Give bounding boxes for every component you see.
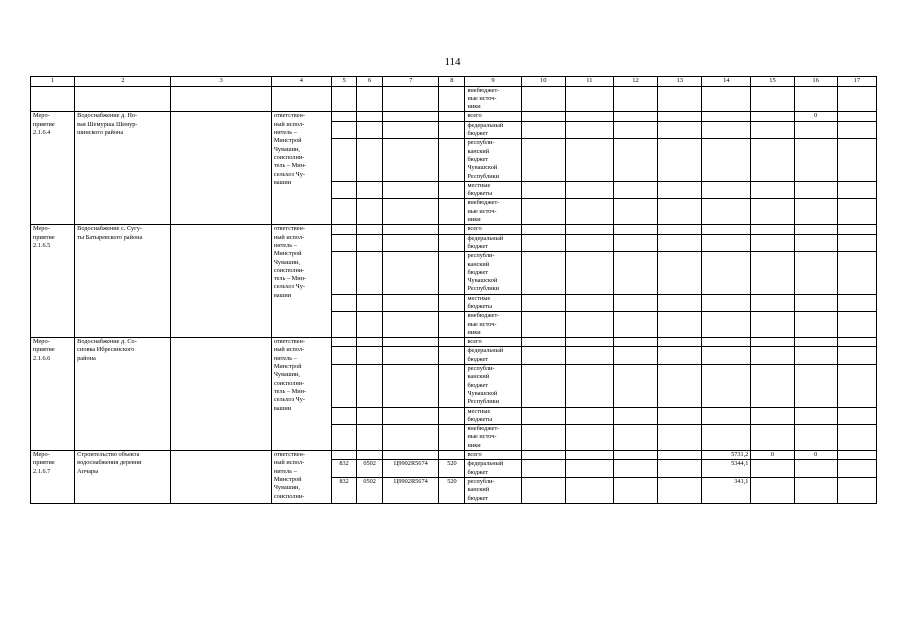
amount-cell	[613, 252, 657, 294]
amount-cell	[702, 181, 751, 199]
target-item-cell	[383, 121, 439, 139]
funding-source-cell: республи- канский бюджет Чувашской Республики	[465, 252, 521, 294]
column-header: 12	[613, 77, 657, 87]
section-code-cell	[357, 451, 383, 460]
amount-cell	[702, 112, 751, 121]
column-header: 11	[565, 77, 613, 87]
amount-cell	[565, 181, 613, 199]
column-header: 1	[31, 77, 75, 87]
amount-cell	[565, 312, 613, 338]
section-code-cell	[357, 139, 383, 181]
target-item-cell	[383, 365, 439, 407]
amount-cell	[702, 347, 751, 365]
section-code-cell	[357, 121, 383, 139]
column-header: 3	[171, 77, 271, 87]
column-header: 15	[751, 77, 794, 87]
amount-cell	[794, 181, 837, 199]
responsible-cell: ответствен- ный испол- нитель – Минстрой Чувашии, соисполни-	[271, 451, 331, 504]
column-header: 5	[332, 77, 357, 87]
expense-type-cell	[439, 294, 465, 312]
amount-cell	[837, 312, 876, 338]
amount-cell	[565, 338, 613, 347]
responsible-cell: ответствен- ный испол- нитель – Минстрой Чувашии, соисполни- тель – Мин- сельхоз Чу- вашии	[271, 338, 331, 451]
amount-cell	[658, 225, 702, 234]
amount-cell	[565, 139, 613, 181]
funding-source-cell: республи- канский бюджет Чувашской Республики	[465, 139, 521, 181]
amount-cell	[794, 460, 837, 478]
amount-cell	[658, 199, 702, 225]
funding-source-cell: местные бюджеты	[465, 181, 521, 199]
column-header: 17	[837, 77, 876, 87]
amount-cell	[613, 234, 657, 252]
amount-cell	[658, 294, 702, 312]
amount-cell	[613, 460, 657, 478]
target-item-cell: Ц9902R5674	[383, 460, 439, 478]
amount-cell	[837, 425, 876, 451]
amount-cell	[837, 338, 876, 347]
measure-name-cell: Строительство объекта водоснабжения деревни Апчары	[75, 451, 171, 504]
amount-cell	[794, 234, 837, 252]
funding-source-cell: всего	[465, 338, 521, 347]
amount-cell	[751, 425, 794, 451]
amount-cell	[613, 294, 657, 312]
amount-cell	[837, 199, 876, 225]
carry-over-row	[31, 86, 877, 112]
target-item-cell: Ц9902R5674	[383, 477, 439, 503]
amount-cell	[521, 338, 565, 347]
amount-cell	[794, 252, 837, 294]
amount-cell	[521, 451, 565, 460]
amount-cell	[565, 425, 613, 451]
amount-cell	[837, 139, 876, 181]
amount-cell	[702, 121, 751, 139]
empty-cell	[171, 112, 271, 225]
amount-cell	[521, 252, 565, 294]
column-header: 8	[439, 77, 465, 87]
amount-cell	[613, 365, 657, 407]
amount-cell	[658, 460, 702, 478]
amount-cell	[565, 407, 613, 425]
amount-cell	[751, 199, 794, 225]
amount-cell: 5344,1	[702, 460, 751, 478]
amount-cell	[794, 425, 837, 451]
funding-source-cell: федеральный бюджет	[465, 121, 521, 139]
amount-cell	[613, 338, 657, 347]
amount-cell	[613, 407, 657, 425]
amount-cell	[837, 112, 876, 121]
funding-source-cell: федеральный бюджет	[465, 347, 521, 365]
amount-cell	[751, 460, 794, 478]
amount-cell	[521, 112, 565, 121]
section-code-cell	[357, 338, 383, 347]
measure-id-cell: Меро- приятие 2.1.6.7	[31, 451, 75, 504]
amount-cell: 0	[794, 112, 837, 121]
section-code-cell	[357, 112, 383, 121]
amount-cell	[702, 139, 751, 181]
amount-cell	[794, 365, 837, 407]
amount-cell	[837, 407, 876, 425]
amount-cell	[837, 121, 876, 139]
amount-cell	[794, 294, 837, 312]
funding-source-cell: федеральный бюджет	[465, 460, 521, 478]
gov-code-cell	[332, 451, 357, 460]
column-header: 13	[658, 77, 702, 87]
amount-cell	[837, 294, 876, 312]
amount-cell	[521, 294, 565, 312]
section-code-cell	[357, 347, 383, 365]
amount-cell	[751, 181, 794, 199]
amount-cell	[658, 365, 702, 407]
amount-cell: 0	[794, 451, 837, 460]
section-code-cell	[357, 407, 383, 425]
amount-cell	[613, 199, 657, 225]
amount-cell	[751, 338, 794, 347]
amount-cell	[751, 234, 794, 252]
amount-cell	[751, 407, 794, 425]
measure-name-cell: Водоснабжение д. Со- сновка Ибресинского района	[75, 338, 171, 451]
funding-source-cell: федеральный бюджет	[465, 234, 521, 252]
empty-cell	[171, 451, 271, 504]
expense-type-cell	[439, 347, 465, 365]
section-code-cell	[357, 425, 383, 451]
amount-cell	[613, 477, 657, 503]
table-row	[31, 338, 877, 347]
target-item-cell	[383, 199, 439, 225]
amount-cell	[702, 234, 751, 252]
responsible-cell: ответствен- ный испол- нитель – Минстрой Чувашии, соисполни- тель – Мин- сельхоз Чу- вашии	[271, 225, 331, 338]
amount-cell	[565, 460, 613, 478]
amount-cell	[751, 252, 794, 294]
amount-cell	[521, 477, 565, 503]
amount-cell	[521, 460, 565, 478]
gov-code-cell	[332, 338, 357, 347]
section-code-cell: 0502	[357, 460, 383, 478]
amount-cell	[751, 139, 794, 181]
section-code-cell	[357, 365, 383, 407]
column-header: 4	[271, 77, 331, 87]
amount-cell	[613, 181, 657, 199]
expense-type-cell	[439, 252, 465, 294]
table-row	[31, 112, 877, 121]
funding-source-cell: республи- канский бюджет	[465, 477, 521, 503]
amount-cell	[565, 225, 613, 234]
column-header: 10	[521, 77, 565, 87]
responsible-cell: ответствен- ный испол- нитель – Минстрой Чувашии, соисполни- тель – Мин- сельхоз Чу- вашии	[271, 112, 331, 225]
funding-source-cell: местные бюджеты	[465, 407, 521, 425]
amount-cell	[837, 181, 876, 199]
column-header: 9	[465, 77, 521, 87]
empty-cell	[171, 338, 271, 451]
gov-code-cell	[332, 139, 357, 181]
amount-cell	[521, 347, 565, 365]
amount-cell	[565, 252, 613, 294]
budget-table	[30, 76, 877, 504]
expense-type-cell	[439, 225, 465, 234]
amount-cell	[613, 121, 657, 139]
amount-cell	[658, 477, 702, 503]
amount-cell	[702, 365, 751, 407]
expense-type-cell: 520	[439, 460, 465, 478]
amount-cell	[613, 112, 657, 121]
amount-cell	[751, 477, 794, 503]
amount-cell	[837, 347, 876, 365]
amount-cell	[702, 252, 751, 294]
measure-id-cell: Меро- приятие 2.1.6.4	[31, 112, 75, 225]
gov-code-cell	[332, 347, 357, 365]
amount-cell	[837, 451, 876, 460]
amount-cell	[565, 199, 613, 225]
expense-type-cell	[439, 121, 465, 139]
column-header: 2	[75, 77, 171, 87]
section-code-cell	[357, 294, 383, 312]
expense-type-cell	[439, 407, 465, 425]
expense-type-cell	[439, 234, 465, 252]
column-header: 6	[357, 77, 383, 87]
amount-cell	[702, 199, 751, 225]
amount-cell	[565, 451, 613, 460]
amount-cell	[702, 225, 751, 234]
amount-cell	[565, 365, 613, 407]
amount-cell: 5731,2	[702, 451, 751, 460]
expense-type-cell	[439, 451, 465, 460]
column-header: 7	[383, 77, 439, 87]
amount-cell	[658, 234, 702, 252]
funding-source-cell: внебюджет- ные источ- ники	[465, 86, 521, 112]
amount-cell	[613, 425, 657, 451]
column-number-row	[31, 77, 877, 87]
amount-cell	[613, 225, 657, 234]
amount-cell	[751, 112, 794, 121]
amount-cell	[658, 347, 702, 365]
amount-cell	[658, 181, 702, 199]
amount-cell	[794, 347, 837, 365]
amount-cell	[751, 312, 794, 338]
amount-cell	[521, 121, 565, 139]
section-code-cell	[357, 312, 383, 338]
amount-cell	[658, 407, 702, 425]
section-code-cell	[357, 252, 383, 294]
amount-cell	[794, 225, 837, 234]
amount-cell	[521, 365, 565, 407]
amount-cell	[751, 294, 794, 312]
expense-type-cell	[439, 338, 465, 347]
target-item-cell	[383, 312, 439, 338]
amount-cell	[794, 199, 837, 225]
gov-code-cell	[332, 365, 357, 407]
amount-cell	[613, 451, 657, 460]
amount-cell	[702, 407, 751, 425]
gov-code-cell	[332, 199, 357, 225]
gov-code-cell: 832	[332, 477, 357, 503]
amount-cell	[751, 225, 794, 234]
amount-cell	[521, 199, 565, 225]
amount-cell	[751, 347, 794, 365]
funding-source-cell: внебюджет- ные источ- ники	[465, 425, 521, 451]
funding-source-cell: внебюджет- ные источ- ники	[465, 199, 521, 225]
target-item-cell	[383, 225, 439, 234]
target-item-cell	[383, 451, 439, 460]
amount-cell	[521, 139, 565, 181]
amount-cell	[837, 460, 876, 478]
expense-type-cell	[439, 425, 465, 451]
gov-code-cell	[332, 312, 357, 338]
amount-cell	[658, 425, 702, 451]
funding-source-cell: всего	[465, 225, 521, 234]
target-item-cell	[383, 347, 439, 365]
table-body	[31, 77, 877, 504]
amount-cell	[794, 121, 837, 139]
amount-cell	[565, 477, 613, 503]
amount-cell	[521, 425, 565, 451]
funding-source-cell: всего	[465, 112, 521, 121]
amount-cell	[751, 365, 794, 407]
gov-code-cell	[332, 294, 357, 312]
expense-type-cell	[439, 199, 465, 225]
amount-cell	[521, 407, 565, 425]
amount-cell	[837, 365, 876, 407]
amount-cell	[702, 338, 751, 347]
amount-cell	[658, 112, 702, 121]
amount-cell	[837, 234, 876, 252]
table-row	[31, 451, 877, 460]
amount-cell	[837, 477, 876, 503]
section-code-cell	[357, 234, 383, 252]
gov-code-cell: 832	[332, 460, 357, 478]
amount-cell	[521, 234, 565, 252]
amount-cell	[658, 451, 702, 460]
funding-source-cell: республи- канский бюджет Чувашской Республики	[465, 365, 521, 407]
gov-code-cell	[332, 121, 357, 139]
gov-code-cell	[332, 252, 357, 294]
funding-source-cell: внебюджет- ные источ- ники	[465, 312, 521, 338]
target-item-cell	[383, 252, 439, 294]
amount-cell	[794, 338, 837, 347]
section-code-cell	[357, 181, 383, 199]
amount-cell	[613, 139, 657, 181]
expense-type-cell	[439, 139, 465, 181]
target-item-cell	[383, 338, 439, 347]
target-item-cell	[383, 294, 439, 312]
section-code-cell	[357, 199, 383, 225]
gov-code-cell	[332, 234, 357, 252]
target-item-cell	[383, 181, 439, 199]
amount-cell	[794, 139, 837, 181]
section-code-cell	[357, 225, 383, 234]
target-item-cell	[383, 234, 439, 252]
funding-source-cell: всего	[465, 451, 521, 460]
amount-cell	[565, 121, 613, 139]
amount-cell	[702, 294, 751, 312]
amount-cell	[658, 338, 702, 347]
amount-cell	[613, 347, 657, 365]
expense-type-cell	[439, 365, 465, 407]
expense-type-cell	[439, 181, 465, 199]
empty-cell	[171, 225, 271, 338]
measure-name-cell: Водоснабжение с. Сугу- ты Батыревского района	[75, 225, 171, 338]
amount-cell	[613, 312, 657, 338]
column-header: 16	[794, 77, 837, 87]
target-item-cell	[383, 139, 439, 181]
amount-cell	[837, 252, 876, 294]
expense-type-cell: 520	[439, 477, 465, 503]
funding-source-cell: местные бюджеты	[465, 294, 521, 312]
target-item-cell	[383, 407, 439, 425]
amount-cell	[658, 252, 702, 294]
column-header: 14	[702, 77, 751, 87]
amount-cell	[521, 225, 565, 234]
measure-id-cell: Меро- приятие 2.1.6.5	[31, 225, 75, 338]
section-code-cell: 0502	[357, 477, 383, 503]
amount-cell	[521, 181, 565, 199]
amount-cell	[794, 477, 837, 503]
amount-cell	[658, 312, 702, 338]
amount-cell	[565, 234, 613, 252]
amount-cell	[794, 407, 837, 425]
amount-cell	[565, 294, 613, 312]
expense-type-cell	[439, 312, 465, 338]
gov-code-cell	[332, 425, 357, 451]
amount-cell	[521, 312, 565, 338]
amount-cell	[702, 312, 751, 338]
target-item-cell	[383, 425, 439, 451]
gov-code-cell	[332, 181, 357, 199]
amount-cell: 0	[751, 451, 794, 460]
expense-type-cell	[439, 112, 465, 121]
amount-cell: 341,1	[702, 477, 751, 503]
amount-cell	[702, 425, 751, 451]
target-item-cell	[383, 112, 439, 121]
gov-code-cell	[332, 225, 357, 234]
gov-code-cell	[332, 407, 357, 425]
amount-cell	[565, 112, 613, 121]
amount-cell	[658, 121, 702, 139]
amount-cell	[658, 139, 702, 181]
table-row	[31, 225, 877, 234]
gov-code-cell	[332, 112, 357, 121]
amount-cell	[565, 347, 613, 365]
page-number: 114	[444, 56, 461, 68]
amount-cell	[751, 121, 794, 139]
measure-name-cell: Водоснабжение д. Но- вая Шемурша Шемур- шинского района	[75, 112, 171, 225]
amount-cell	[794, 312, 837, 338]
measure-id-cell: Меро- приятие 2.1.6.6	[31, 338, 75, 451]
amount-cell	[837, 225, 876, 234]
